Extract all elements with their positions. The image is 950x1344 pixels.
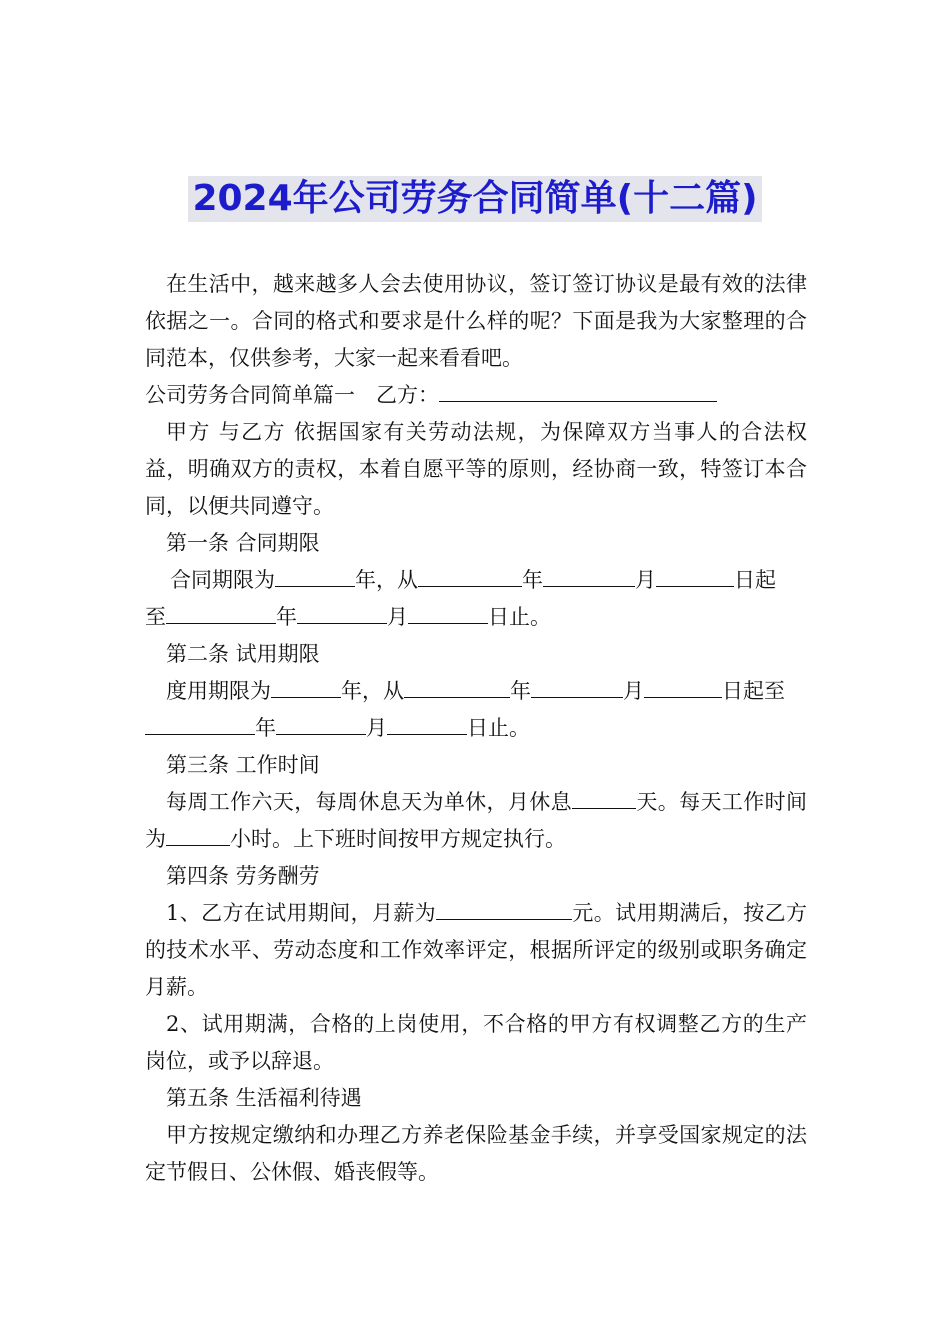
article3-text: 每周工作六天，每周休息天为单休，月休息	[166, 790, 573, 814]
article3-daily-hours-blank	[166, 823, 230, 846]
party-label: 公司劳务合同简单篇一 乙方：	[145, 383, 439, 407]
article3-paragraph	[145, 784, 807, 858]
article2-text: 年	[510, 679, 531, 703]
article2-paragraph	[145, 673, 807, 747]
article2-text: 日起至	[722, 679, 785, 703]
article3-text: 天。每天工作时间为	[145, 790, 808, 851]
article2-end-month-blank	[276, 712, 366, 735]
preamble-paragraph: 甲方 与乙方 依据国家有关劳动法规，为保障双方当事人的合法权益，明确双方的责权，本着自愿平等的原则，经协商一致，特签订本合同，以便共同遵守。	[145, 420, 807, 518]
article2-text: 月	[366, 716, 387, 740]
article1-text: 年	[276, 605, 297, 629]
article1-start-year-blank	[418, 564, 522, 587]
article1-paragraph	[145, 562, 807, 636]
article1-end-year-blank	[166, 601, 276, 624]
article1-text: 年，从	[355, 568, 418, 592]
article1-start-day-blank	[656, 564, 734, 587]
article1-text: 月	[635, 568, 656, 592]
article1-text: 日止。	[488, 605, 551, 629]
article2-text: 年，从	[341, 679, 404, 703]
article2-start-day-blank	[644, 675, 722, 698]
document-title: 2024年公司劳务合同简单(十二篇)	[188, 176, 761, 222]
article5-heading: 第五条 生活福利待遇	[166, 1086, 362, 1110]
article1-text: 至	[145, 605, 166, 629]
party-b-blank	[439, 379, 717, 402]
article4-text: 元。试用期满后，按乙方的技术水平、劳动态度和工作效率评定，根据所评定的级别或职务确定月薪。	[145, 901, 807, 999]
article4-text: 1、乙方在试用期间，月薪为	[166, 901, 437, 925]
article2-start-month-blank	[531, 675, 623, 698]
document-body	[145, 266, 807, 1191]
article3-monthly-rest-blank	[572, 786, 636, 809]
article2-text: 月	[623, 679, 644, 703]
article2-years-blank	[271, 675, 341, 698]
article3-heading: 第三条 工作时间	[166, 753, 320, 777]
article4-salary-blank	[436, 897, 572, 920]
intro-paragraph: 在生活中，越来越多人会去使用协议，签订签订协议是最有效的法律依据之一。合同的格式和要求是什么样的呢？下面是我为大家整理的合同范本，仅供参考，大家一起来看看吧。	[145, 272, 807, 370]
article1-text: 日起	[734, 568, 776, 592]
article1-text: 月	[387, 605, 408, 629]
article2-start-year-blank	[404, 675, 510, 698]
article1-end-month-blank	[297, 601, 387, 624]
article4-item2: 2、试用期满，合格的上岗使用，不合格的甲方有权调整乙方的生产岗位，或予以辞退。	[145, 1012, 807, 1073]
article4-item1	[145, 895, 807, 1006]
article1-start-month-blank	[543, 564, 635, 587]
article2-end-year-blank	[145, 712, 255, 735]
article2-text: 年	[255, 716, 276, 740]
article2-end-day-blank	[387, 712, 467, 735]
article2-text: 度用期限为	[166, 679, 271, 703]
article3-text: 小时。上下班时间按甲方规定执行。	[230, 827, 566, 851]
article1-text: 年	[522, 568, 543, 592]
article1-end-day-blank	[408, 601, 488, 624]
article1-heading: 第一条 合同期限	[166, 531, 320, 555]
article4-heading: 第四条 劳务酬劳	[166, 864, 320, 888]
article1-text: 合同期限为	[170, 568, 275, 592]
article5-paragraph: 甲方按规定缴纳和办理乙方养老保险基金手续，并享受国家规定的法定节假日、公休假、婚丧假等。	[145, 1123, 807, 1184]
article1-years-blank	[275, 564, 355, 587]
party-line	[145, 377, 807, 414]
article2-heading: 第二条 试用期限	[166, 642, 320, 666]
article2-text: 日止。	[467, 716, 530, 740]
title-container	[0, 176, 950, 222]
